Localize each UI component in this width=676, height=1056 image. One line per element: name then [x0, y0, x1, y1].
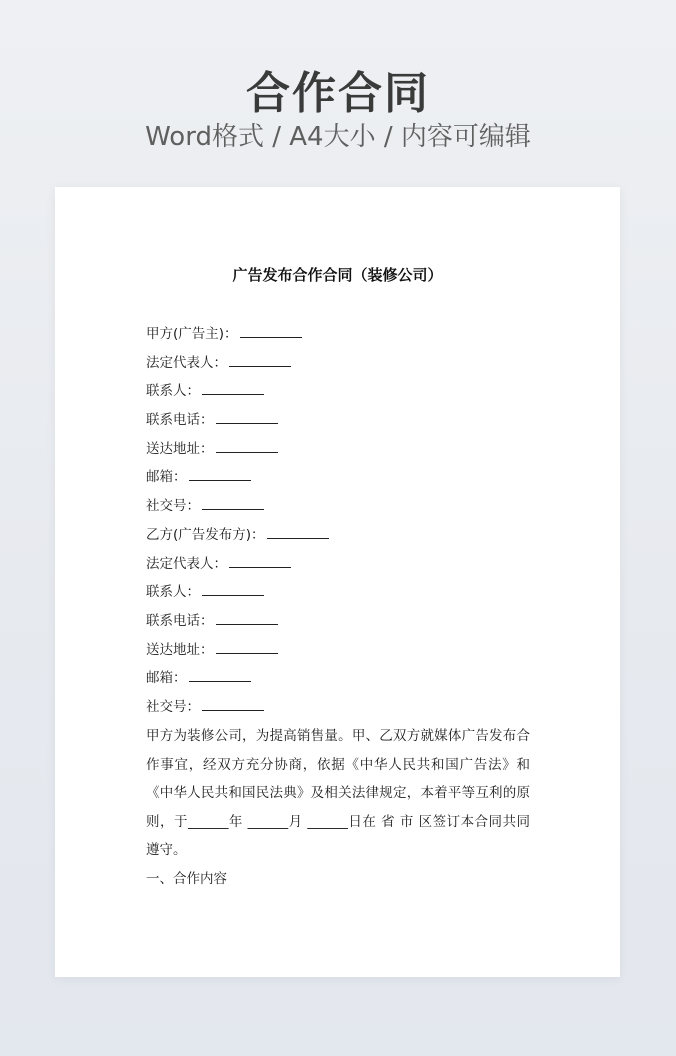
field-label: 联系人： — [146, 383, 200, 400]
field-label: 联系电话： — [146, 612, 214, 629]
field-label: 法定代表人： — [146, 354, 227, 371]
field-label: 送达地址： — [146, 641, 214, 658]
field-party-a — [146, 323, 546, 352]
contract-preamble: 甲方为装修公司，为提高销售量。甲、乙双方就媒体广告发布合作事宜，经双方充分协商，依据《中华人民共和国广告法》和《中华人民共和国民法典》及相关法律规定，本着平等互利的原则，于______年 ______月 ______日在 省 市 区签订本合同共同遵守。 — [146, 728, 530, 859]
field-label: 送达地址： — [146, 440, 214, 457]
field-label: 社交号： — [146, 698, 200, 715]
fill-blank[interactable] — [189, 667, 251, 682]
fill-blank[interactable] — [267, 524, 329, 539]
field-party-b-email — [146, 667, 546, 696]
field-label: 邮箱： — [146, 670, 187, 687]
banner-subtitle: Word格式 / A4大小 / 内容可编辑 — [145, 122, 531, 152]
field-label: 甲方(广告主)： — [146, 326, 238, 342]
field-label: 联系人： — [146, 584, 200, 601]
fill-blank[interactable] — [216, 409, 278, 424]
field-party-a-email — [146, 466, 546, 495]
field-party-a-address — [146, 438, 546, 467]
fill-blank[interactable] — [202, 581, 264, 596]
fill-blank[interactable] — [229, 553, 291, 568]
field-party-a-legal-rep — [146, 352, 546, 381]
field-party-b-phone — [146, 610, 546, 639]
fill-blank[interactable] — [202, 696, 264, 711]
field-label: 邮箱： — [146, 469, 187, 486]
section-heading: 一、合作内容 — [146, 871, 227, 887]
field-label: 联系电话： — [146, 412, 214, 429]
party-fields — [146, 323, 546, 725]
field-label: 乙方(广告发布方)： — [146, 526, 265, 543]
banner-title: 合作合同 — [246, 68, 430, 119]
fill-blank[interactable] — [240, 323, 302, 338]
fill-blank[interactable] — [202, 380, 264, 395]
field-party-a-social — [146, 495, 546, 524]
field-party-b-address — [146, 639, 546, 668]
fill-blank[interactable] — [189, 466, 251, 481]
field-party-b-contact — [146, 581, 546, 610]
fill-blank[interactable] — [202, 495, 264, 510]
document-title: 广告发布合作合同（装修公司） — [232, 266, 443, 284]
fill-blank[interactable] — [216, 639, 278, 654]
field-label: 社交号： — [146, 498, 200, 515]
fill-blank[interactable] — [216, 610, 278, 625]
fill-blank[interactable] — [229, 352, 291, 367]
field-party-b-legal-rep — [146, 553, 546, 582]
field-party-b-social — [146, 696, 546, 725]
fill-blank[interactable] — [216, 438, 278, 453]
field-party-a-contact — [146, 380, 546, 409]
document-page — [55, 187, 620, 977]
field-label: 法定代表人： — [146, 555, 227, 572]
field-party-a-phone — [146, 409, 546, 438]
field-party-b — [146, 524, 546, 553]
